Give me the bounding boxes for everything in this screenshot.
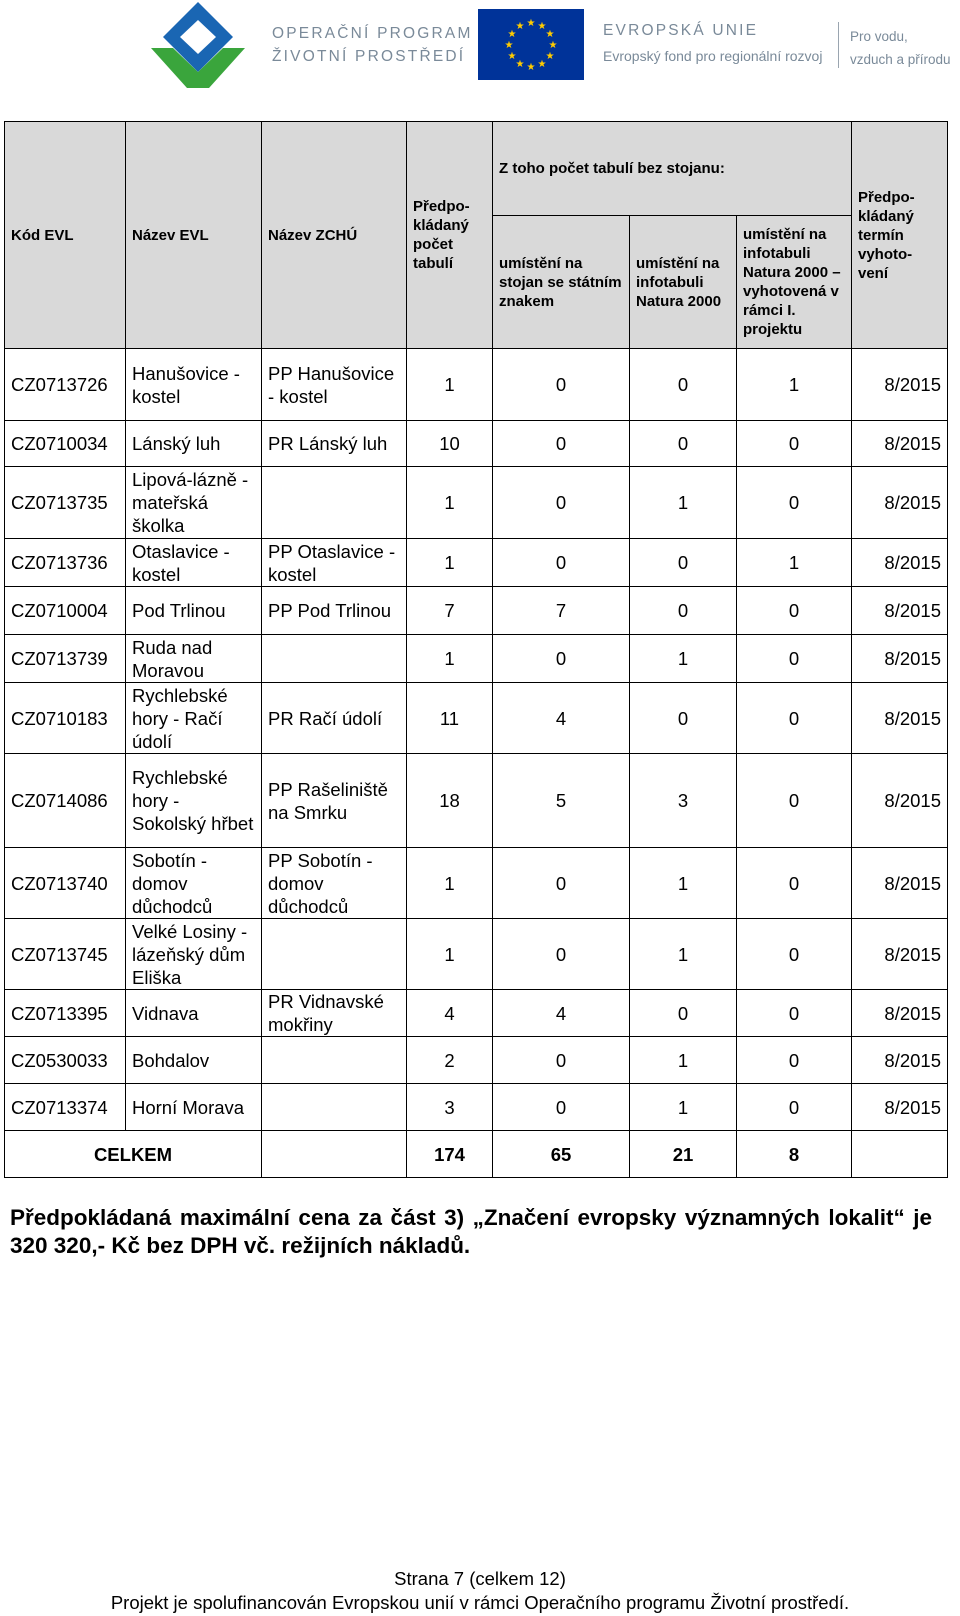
cell-termin: 8/2015 (852, 467, 948, 539)
svg-text:★: ★ (545, 51, 555, 62)
cell-infotabule-projekt: 1 (737, 349, 852, 421)
table-row (5, 467, 948, 539)
cell-zchu: PR Vidnavské mokřiny (262, 990, 407, 1037)
cell-infotabule: 0 (630, 683, 737, 754)
cell-termin: 8/2015 (852, 587, 948, 635)
cell-evl: Sobotín - domov důchodců (126, 848, 262, 919)
op-program-title (272, 22, 473, 68)
col-header-group: Z toho počet tabulí bez stojanu: (493, 122, 852, 216)
cell-kod: CZ0713395 (5, 990, 126, 1037)
cell-infotabule: 0 (630, 349, 737, 421)
cell-termin: 8/2015 (852, 848, 948, 919)
header-logo-bar (0, 0, 960, 100)
cell-pocet: 1 (407, 848, 493, 919)
cell-kod: CZ0713726 (5, 349, 126, 421)
cell-zchu (262, 467, 407, 539)
cell-infotabule-projekt: 0 (737, 1084, 852, 1131)
cell-evl: Pod Trlinou (126, 587, 262, 635)
op-zp-logo-icon (143, 0, 253, 88)
cell-evl: Rychlebské hory - Račí údolí (126, 683, 262, 754)
cell-evl: Bohdalov (126, 1037, 262, 1084)
header-divider (838, 22, 839, 68)
cell-termin: 8/2015 (852, 539, 948, 587)
cell-evl: Rychlebské hory - Sokolský hřbet (126, 754, 262, 848)
cell-kod: CZ0713374 (5, 1084, 126, 1131)
cell-pocet: 18 (407, 754, 493, 848)
cell-termin: 8/2015 (852, 683, 948, 754)
eu-title: EVROPSKÁ UNIE (603, 22, 759, 39)
motto (850, 25, 951, 71)
table-row (5, 683, 948, 754)
cell-stojan: 7 (493, 587, 630, 635)
cell-infotabule: 1 (630, 467, 737, 539)
table-row (5, 421, 948, 467)
svg-text:★: ★ (548, 40, 558, 51)
cell-infotabule-projekt: 0 (737, 635, 852, 683)
table-row (5, 587, 948, 635)
cell-pocet: 1 (407, 467, 493, 539)
cell-zchu: PR Račí údolí (262, 683, 407, 754)
cell-kod: CZ0710004 (5, 587, 126, 635)
cell-pocet: 1 (407, 539, 493, 587)
cell-infotabule-projekt: 1 (737, 539, 852, 587)
cell-termin: 8/2015 (852, 990, 948, 1037)
cell-evl: Lánský luh (126, 421, 262, 467)
cell-stojan: 0 (493, 635, 630, 683)
cell-kod: CZ0714086 (5, 754, 126, 848)
table-total-row (5, 1131, 948, 1178)
col-header-pocet: Předpo-kládaný počet tabulí (407, 122, 493, 349)
cell-pocet: 7 (407, 587, 493, 635)
col-header-stojan: umístění na stojan se státním znakem (493, 216, 630, 349)
cell-termin: 8/2015 (852, 1037, 948, 1084)
svg-text:★: ★ (537, 21, 547, 32)
svg-text:★: ★ (537, 59, 547, 70)
cell-termin: 8/2015 (852, 1084, 948, 1131)
op-title-line2: ŽIVOTNÍ PROSTŘEDÍ (272, 48, 466, 65)
cell-zchu: PP Rašeliniště na Smrku (262, 754, 407, 848)
cell-stojan: 0 (493, 1084, 630, 1131)
cell-stojan: 4 (493, 990, 630, 1037)
cell-zchu: PP Otaslavice - kostel (262, 539, 407, 587)
svg-text:★: ★ (515, 21, 525, 32)
cell-infotabule-projekt: 0 (737, 421, 852, 467)
cell-infotabule-projekt: 0 (737, 754, 852, 848)
cell-evl: Otaslavice - kostel (126, 539, 262, 587)
cell-infotabule-projekt: 0 (737, 467, 852, 539)
col-header-infotabule: umístění na infotabuli Natura 2000 (630, 216, 737, 349)
total-empty-cell (262, 1131, 407, 1178)
cell-stojan: 0 (493, 467, 630, 539)
svg-text:★: ★ (507, 29, 517, 40)
total-stojan: 65 (493, 1131, 630, 1178)
cell-stojan: 0 (493, 539, 630, 587)
cell-infotabule-projekt: 0 (737, 1037, 852, 1084)
table-row (5, 754, 948, 848)
cell-zchu (262, 1037, 407, 1084)
cell-zchu: PP Hanušovice - kostel (262, 349, 407, 421)
cell-zchu (262, 1084, 407, 1131)
svg-text:★: ★ (545, 29, 555, 40)
svg-text:★: ★ (504, 40, 514, 51)
cell-pocet: 2 (407, 1037, 493, 1084)
cell-stojan: 5 (493, 754, 630, 848)
table-row (5, 990, 948, 1037)
col-header-termin: Předpo-kládaný termín vyhoto-vení (852, 122, 948, 349)
total-label: CELKEM (5, 1131, 262, 1178)
cell-zchu: PP Sobotín - domov důchodců (262, 848, 407, 919)
table-row (5, 848, 948, 919)
cell-termin: 8/2015 (852, 349, 948, 421)
table-row (5, 539, 948, 587)
cell-termin: 8/2015 (852, 919, 948, 990)
cell-infotabule: 3 (630, 754, 737, 848)
total-infotabule-projekt: 8 (737, 1131, 852, 1178)
cell-evl: Horní Morava (126, 1084, 262, 1131)
table-row (5, 1084, 948, 1131)
table-header-row-1 (5, 122, 948, 216)
eu-flag-icon (478, 9, 584, 80)
total-termin-empty (852, 1131, 948, 1178)
table-row (5, 349, 948, 421)
cell-infotabule: 0 (630, 421, 737, 467)
cell-infotabule-projekt: 0 (737, 683, 852, 754)
cell-evl: Lipová-lázně - mateřská školka (126, 467, 262, 539)
cell-kod: CZ0713740 (5, 848, 126, 919)
cell-kod: CZ0713736 (5, 539, 126, 587)
funding-footer: Projekt je spolufinancován Evropskou unií v rámci Operačního programu Životní prostředí. (110, 1592, 850, 1613)
svg-text:★: ★ (507, 51, 517, 62)
cell-pocet: 1 (407, 349, 493, 421)
total-pocet: 174 (407, 1131, 493, 1178)
price-note: Předpokládaná maximální cena za část 3) „Značení evropsky významných lokalit“ je 320 320,- Kč bez DPH vč. režijních nákladů. (10, 1205, 932, 1258)
col-header-kod: Kód EVL (5, 122, 126, 349)
cell-kod: CZ0713745 (5, 919, 126, 990)
cell-infotabule: 0 (630, 587, 737, 635)
cell-infotabule: 0 (630, 539, 737, 587)
cell-pocet: 11 (407, 683, 493, 754)
total-infotabule: 21 (630, 1131, 737, 1178)
col-header-nazev-zchu: Název ZCHÚ (262, 122, 407, 349)
cell-evl: Vidnava (126, 990, 262, 1037)
svg-text:★: ★ (515, 59, 525, 70)
col-header-nazev-evl: Název EVL (126, 122, 262, 349)
cell-infotabule: 0 (630, 990, 737, 1037)
cell-termin: 8/2015 (852, 754, 948, 848)
cell-stojan: 0 (493, 421, 630, 467)
evl-signage-table (4, 121, 948, 1178)
cell-zchu: PP Pod Trlinou (262, 587, 407, 635)
cell-kod: CZ0713735 (5, 467, 126, 539)
cell-stojan: 0 (493, 848, 630, 919)
cell-termin: 8/2015 (852, 635, 948, 683)
cell-pocet: 3 (407, 1084, 493, 1131)
cell-kod: CZ0530033 (5, 1037, 126, 1084)
cell-infotabule: 1 (630, 1084, 737, 1131)
cell-zchu (262, 635, 407, 683)
cell-stojan: 0 (493, 349, 630, 421)
page-number: Strana 7 (celkem 12) (394, 1568, 566, 1589)
cell-infotabule-projekt: 0 (737, 587, 852, 635)
cell-evl: Ruda nad Moravou (126, 635, 262, 683)
cell-infotabule-projekt: 0 (737, 919, 852, 990)
eu-fund-name: Evropský fond pro regionální rozvoj (603, 48, 823, 64)
cell-infotabule-projekt: 0 (737, 848, 852, 919)
cell-pocet: 10 (407, 421, 493, 467)
cell-stojan: 4 (493, 683, 630, 754)
cell-evl: Hanušovice - kostel (126, 349, 262, 421)
motto-line2: vzduch a přírodu (850, 52, 951, 67)
cell-zchu: PR Lánský luh (262, 421, 407, 467)
table-row (5, 1037, 948, 1084)
cell-infotabule: 1 (630, 635, 737, 683)
svg-text:★: ★ (526, 62, 536, 73)
motto-line1: Pro vodu, (850, 29, 908, 44)
svg-text:★: ★ (526, 18, 536, 29)
cell-infotabule: 1 (630, 1037, 737, 1084)
cell-pocet: 4 (407, 990, 493, 1037)
cell-zchu (262, 919, 407, 990)
cell-stojan: 0 (493, 919, 630, 990)
cell-evl: Velké Losiny - lázeňský dům Eliška (126, 919, 262, 990)
op-title-line1: OPERAČNÍ PROGRAM (272, 25, 473, 42)
cell-pocet: 1 (407, 919, 493, 990)
table-row (5, 919, 948, 990)
cell-kod: CZ0713739 (5, 635, 126, 683)
cell-kod: CZ0710183 (5, 683, 126, 754)
cell-pocet: 1 (407, 635, 493, 683)
col-header-infotabule-projekt: umístění na infotabuli Natura 2000 – vyhotovená v rámci I. projektu (737, 216, 852, 349)
cell-infotabule: 1 (630, 848, 737, 919)
cell-kod: CZ0710034 (5, 421, 126, 467)
cell-termin: 8/2015 (852, 421, 948, 467)
cell-infotabule-projekt: 0 (737, 990, 852, 1037)
cell-infotabule: 1 (630, 919, 737, 990)
cell-stojan: 0 (493, 1037, 630, 1084)
table-row (5, 635, 948, 683)
